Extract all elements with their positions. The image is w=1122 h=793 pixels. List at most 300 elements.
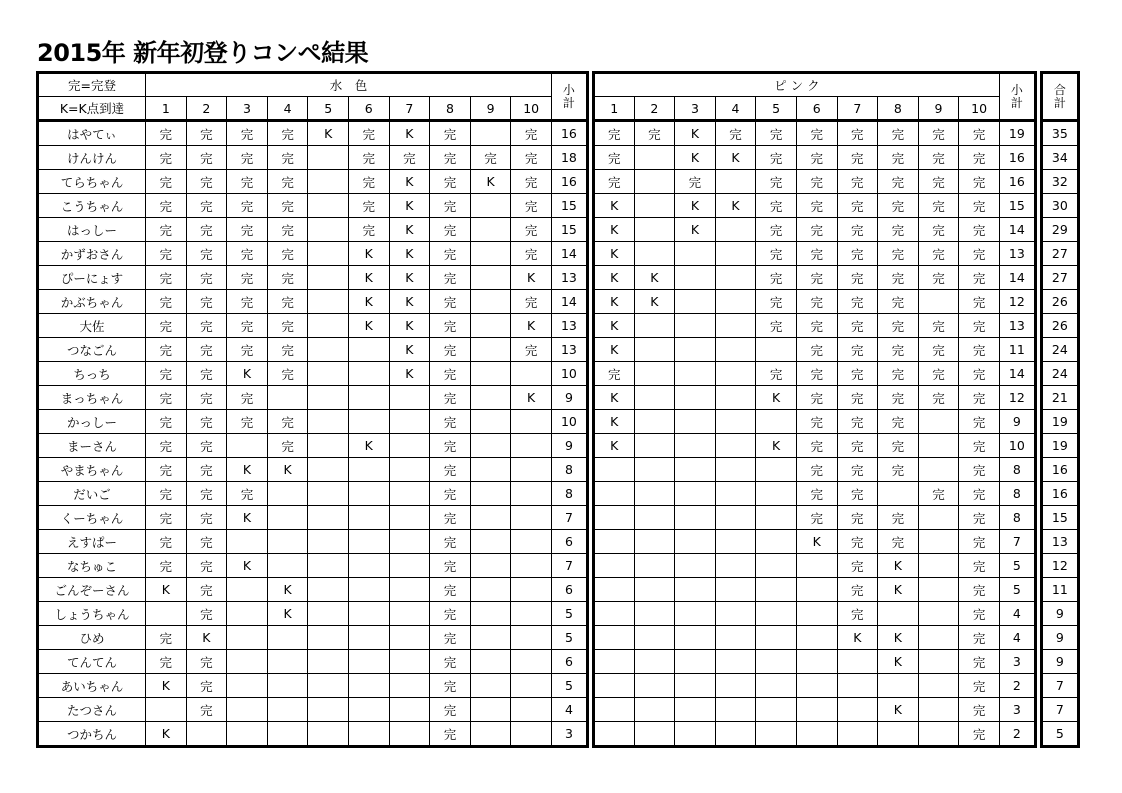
result-cell-pink <box>634 530 675 554</box>
result-cell-mizu <box>511 410 552 434</box>
result-cell-mizu <box>308 554 349 578</box>
result-cell-mizu <box>511 458 552 482</box>
result-cell-mizu: 完 <box>146 290 187 314</box>
result-cell-pink: 完 <box>878 121 919 146</box>
result-cell-mizu <box>470 434 511 458</box>
table-row <box>38 410 1079 434</box>
table-row <box>38 722 1079 747</box>
result-cell-pink: 完 <box>593 146 634 170</box>
result-cell-mizu: 完 <box>146 314 187 338</box>
result-cell-mizu <box>470 602 511 626</box>
result-cell-mizu <box>348 506 389 530</box>
result-cell-mizu <box>511 578 552 602</box>
result-cell-mizu <box>267 482 308 506</box>
route-number-mizu: 10 <box>511 97 552 121</box>
total-score: 5 <box>1041 722 1078 747</box>
result-cell-mizu: 完 <box>430 674 471 698</box>
route-number-mizu: 6 <box>348 97 389 121</box>
result-cell-mizu: K <box>267 578 308 602</box>
result-cell-pink: K <box>593 338 634 362</box>
result-cell-mizu: 完 <box>430 458 471 482</box>
result-cell-pink <box>756 410 797 434</box>
result-cell-mizu <box>227 698 268 722</box>
table-row <box>38 506 1079 530</box>
subtotal-mizu: 7 <box>551 506 587 530</box>
result-cell-pink: 完 <box>837 362 878 386</box>
result-cell-mizu: 完 <box>267 338 308 362</box>
result-cell-mizu: 完 <box>511 170 552 194</box>
result-cell-pink: 完 <box>878 338 919 362</box>
result-cell-pink: 完 <box>837 386 878 410</box>
climber-name: まーさん <box>38 434 146 458</box>
result-cell-pink <box>634 410 675 434</box>
result-cell-mizu <box>470 698 511 722</box>
result-cell-mizu: 完 <box>186 410 227 434</box>
result-cell-pink: 完 <box>878 170 919 194</box>
result-cell-mizu: 完 <box>186 170 227 194</box>
result-cell-mizu: 完 <box>430 554 471 578</box>
result-cell-mizu: 完 <box>267 146 308 170</box>
subtotal-mizu: 6 <box>551 530 587 554</box>
result-cell-mizu: 完 <box>511 242 552 266</box>
result-cell-pink: K <box>878 650 919 674</box>
result-cell-pink: 完 <box>837 194 878 218</box>
result-cell-mizu: 完 <box>227 410 268 434</box>
result-cell-mizu <box>308 386 349 410</box>
result-cell-pink: 完 <box>796 482 837 506</box>
total-score: 15 <box>1041 506 1078 530</box>
result-cell-pink: 完 <box>796 170 837 194</box>
climber-name: ぴーにょす <box>38 266 146 290</box>
result-cell-pink <box>675 578 716 602</box>
result-cell-pink <box>796 554 837 578</box>
result-cell-pink <box>715 722 756 747</box>
result-cell-mizu: K <box>389 242 430 266</box>
result-cell-pink: 完 <box>878 314 919 338</box>
result-cell-mizu <box>348 722 389 747</box>
result-cell-mizu <box>511 674 552 698</box>
subtotal-pink: 13 <box>999 242 1035 266</box>
result-cell-mizu <box>308 314 349 338</box>
result-cell-mizu <box>511 506 552 530</box>
result-cell-pink: 完 <box>959 146 1000 170</box>
total-score: 21 <box>1041 386 1078 410</box>
total-score: 27 <box>1041 266 1078 290</box>
result-cell-mizu <box>389 530 430 554</box>
result-cell-mizu: 完 <box>186 530 227 554</box>
result-cell-mizu: 完 <box>267 266 308 290</box>
result-cell-mizu <box>389 626 430 650</box>
result-cell-mizu: K <box>227 362 268 386</box>
result-cell-mizu <box>511 698 552 722</box>
result-cell-mizu <box>470 338 511 362</box>
subtotal-mizu: 5 <box>551 674 587 698</box>
table-row <box>38 674 1079 698</box>
result-cell-mizu: 完 <box>186 146 227 170</box>
result-cell-mizu <box>389 506 430 530</box>
result-cell-pink <box>715 530 756 554</box>
subtotal-pink: 13 <box>999 314 1035 338</box>
result-cell-mizu: 完 <box>430 146 471 170</box>
result-cell-mizu <box>511 626 552 650</box>
result-cell-mizu: 完 <box>186 554 227 578</box>
result-cell-pink: 完 <box>878 530 919 554</box>
result-cell-pink: 完 <box>796 506 837 530</box>
climber-name: くーちゃん <box>38 506 146 530</box>
subtotal-mizu: 3 <box>551 722 587 747</box>
result-cell-mizu: K <box>511 266 552 290</box>
result-cell-pink <box>675 458 716 482</box>
result-cell-pink: 完 <box>837 290 878 314</box>
result-cell-mizu: 完 <box>430 602 471 626</box>
result-cell-pink <box>756 602 797 626</box>
result-cell-pink: 完 <box>715 121 756 146</box>
result-cell-pink: K <box>675 146 716 170</box>
result-cell-pink <box>675 530 716 554</box>
total-score: 30 <box>1041 194 1078 218</box>
total-score: 16 <box>1041 458 1078 482</box>
route-number-pink: 6 <box>796 97 837 121</box>
result-cell-pink <box>918 410 959 434</box>
result-cell-pink <box>593 698 634 722</box>
result-cell-mizu: 完 <box>511 338 552 362</box>
result-cell-mizu: 完 <box>430 218 471 242</box>
result-cell-mizu <box>348 458 389 482</box>
result-cell-mizu: 完 <box>430 434 471 458</box>
result-cell-mizu: 完 <box>186 218 227 242</box>
result-cell-mizu: 完 <box>430 362 471 386</box>
result-cell-pink: 完 <box>959 650 1000 674</box>
result-cell-mizu <box>348 530 389 554</box>
result-cell-pink <box>756 674 797 698</box>
result-cell-pink: K <box>593 290 634 314</box>
result-cell-mizu: 完 <box>470 146 511 170</box>
result-cell-pink <box>837 674 878 698</box>
total-score: 13 <box>1041 530 1078 554</box>
result-cell-mizu: 完 <box>511 194 552 218</box>
subtotal-pink: 14 <box>999 362 1035 386</box>
climber-name: かぶちゃん <box>38 290 146 314</box>
result-cell-mizu: K <box>389 266 430 290</box>
result-cell-mizu: 完 <box>227 146 268 170</box>
result-cell-pink <box>634 218 675 242</box>
total-score: 26 <box>1041 314 1078 338</box>
result-cell-mizu: 完 <box>511 146 552 170</box>
result-cell-pink <box>756 698 797 722</box>
result-cell-pink: 完 <box>959 121 1000 146</box>
result-cell-pink <box>756 506 797 530</box>
result-cell-mizu <box>511 530 552 554</box>
result-cell-pink: 完 <box>878 386 919 410</box>
climber-name: なちゅこ <box>38 554 146 578</box>
result-cell-mizu <box>348 698 389 722</box>
subtotal-pink: 2 <box>999 722 1035 747</box>
total-score: 26 <box>1041 290 1078 314</box>
subtotal-mizu: 9 <box>551 386 587 410</box>
result-cell-pink: 完 <box>756 362 797 386</box>
result-cell-pink: 完 <box>959 506 1000 530</box>
result-cell-pink <box>675 506 716 530</box>
result-cell-pink <box>675 338 716 362</box>
result-cell-pink <box>878 482 919 506</box>
result-cell-mizu: 完 <box>430 482 471 506</box>
subtotal-pink: 16 <box>999 170 1035 194</box>
result-cell-pink <box>593 650 634 674</box>
result-cell-mizu <box>470 386 511 410</box>
result-cell-mizu <box>267 650 308 674</box>
total-score: 16 <box>1041 482 1078 506</box>
result-cell-mizu <box>267 554 308 578</box>
result-cell-mizu <box>308 650 349 674</box>
result-cell-mizu: 完 <box>267 218 308 242</box>
result-cell-pink <box>634 626 675 650</box>
result-cell-mizu: 完 <box>146 458 187 482</box>
subtotal-mizu: 6 <box>551 650 587 674</box>
result-cell-pink <box>715 626 756 650</box>
result-cell-mizu <box>348 554 389 578</box>
result-cell-pink <box>634 146 675 170</box>
result-cell-pink <box>593 482 634 506</box>
result-cell-mizu: 完 <box>511 218 552 242</box>
result-cell-mizu: K <box>227 458 268 482</box>
result-cell-mizu <box>227 650 268 674</box>
result-cell-pink <box>796 674 837 698</box>
result-cell-mizu: 完 <box>267 362 308 386</box>
result-cell-mizu: 完 <box>227 290 268 314</box>
result-cell-mizu <box>389 434 430 458</box>
result-cell-pink <box>634 722 675 747</box>
result-cell-mizu: 完 <box>430 530 471 554</box>
subtotal-pink: 10 <box>999 434 1035 458</box>
result-cell-pink <box>675 410 716 434</box>
result-cell-pink <box>796 722 837 747</box>
subtotal-pink: 12 <box>999 386 1035 410</box>
result-cell-mizu <box>267 386 308 410</box>
legend-kpoint: K=K点到達 <box>38 97 146 121</box>
result-cell-mizu <box>511 362 552 386</box>
result-cell-pink: K <box>878 554 919 578</box>
result-cell-pink: 完 <box>837 242 878 266</box>
result-cell-pink <box>715 242 756 266</box>
result-cell-mizu <box>308 218 349 242</box>
subtotal-pink: 11 <box>999 338 1035 362</box>
result-cell-pink: 完 <box>756 146 797 170</box>
result-cell-pink: 完 <box>918 482 959 506</box>
result-cell-pink: 完 <box>593 362 634 386</box>
climber-name: ちっち <box>38 362 146 386</box>
subtotal-mizu: 14 <box>551 242 587 266</box>
subtotal-pink: 14 <box>999 266 1035 290</box>
result-cell-mizu: 完 <box>227 242 268 266</box>
result-cell-mizu: 完 <box>430 338 471 362</box>
result-cell-pink <box>756 458 797 482</box>
result-cell-pink: 完 <box>878 266 919 290</box>
subtotal-mizu: 15 <box>551 194 587 218</box>
result-cell-mizu: 完 <box>430 410 471 434</box>
result-cell-mizu: 完 <box>267 410 308 434</box>
result-cell-mizu: 完 <box>267 194 308 218</box>
result-cell-pink <box>634 434 675 458</box>
result-cell-mizu: 完 <box>186 194 227 218</box>
result-cell-pink <box>756 530 797 554</box>
result-cell-pink <box>675 242 716 266</box>
total-score: 7 <box>1041 674 1078 698</box>
subtotal-pink: 8 <box>999 482 1035 506</box>
result-cell-pink <box>837 650 878 674</box>
result-cell-pink <box>796 698 837 722</box>
result-cell-mizu <box>470 194 511 218</box>
result-cell-mizu <box>267 530 308 554</box>
route-number-pink: 8 <box>878 97 919 121</box>
result-cell-pink <box>756 578 797 602</box>
total-score: 35 <box>1041 121 1078 146</box>
result-cell-pink <box>796 602 837 626</box>
result-cell-pink <box>675 674 716 698</box>
result-cell-pink: 完 <box>878 218 919 242</box>
result-cell-mizu <box>470 242 511 266</box>
result-cell-pink: 完 <box>918 266 959 290</box>
result-cell-pink <box>634 242 675 266</box>
result-cell-mizu <box>348 362 389 386</box>
total-score: 9 <box>1041 602 1078 626</box>
result-cell-pink: 完 <box>756 266 797 290</box>
result-cell-mizu: K <box>389 218 430 242</box>
result-cell-mizu <box>389 698 430 722</box>
result-cell-mizu <box>389 578 430 602</box>
result-cell-pink: 完 <box>837 170 878 194</box>
result-cell-mizu: 完 <box>227 386 268 410</box>
climber-name: ひめ <box>38 626 146 650</box>
result-cell-mizu <box>348 482 389 506</box>
result-cell-mizu: 完 <box>227 266 268 290</box>
result-cell-mizu: 完 <box>430 386 471 410</box>
result-cell-mizu <box>308 266 349 290</box>
result-cell-pink <box>918 626 959 650</box>
result-cell-pink: 完 <box>959 314 1000 338</box>
group-header-mizu: 水 色 <box>146 73 552 97</box>
result-cell-mizu: 完 <box>430 242 471 266</box>
route-number-mizu: 9 <box>470 97 511 121</box>
result-cell-pink: 完 <box>878 194 919 218</box>
result-cell-pink: 完 <box>959 482 1000 506</box>
result-cell-mizu: K <box>389 290 430 314</box>
result-cell-mizu: 完 <box>146 242 187 266</box>
result-cell-pink: 完 <box>959 602 1000 626</box>
result-cell-pink <box>918 698 959 722</box>
result-cell-mizu <box>348 626 389 650</box>
result-cell-pink <box>634 578 675 602</box>
result-cell-pink <box>593 722 634 747</box>
result-cell-mizu <box>267 626 308 650</box>
result-cell-pink: K <box>675 194 716 218</box>
result-cell-mizu: 完 <box>186 482 227 506</box>
result-cell-pink <box>715 362 756 386</box>
climber-name: かずおさん <box>38 242 146 266</box>
result-cell-mizu <box>308 242 349 266</box>
result-cell-pink: K <box>593 242 634 266</box>
subtotal-mizu: 5 <box>551 602 587 626</box>
result-cell-mizu <box>267 698 308 722</box>
result-cell-pink <box>675 626 716 650</box>
result-cell-mizu: K <box>146 578 187 602</box>
result-cell-mizu <box>308 578 349 602</box>
result-cell-mizu: 完 <box>146 170 187 194</box>
result-cell-mizu: K <box>146 674 187 698</box>
result-cell-pink <box>918 722 959 747</box>
total-score: 32 <box>1041 170 1078 194</box>
result-cell-pink: 完 <box>918 338 959 362</box>
result-cell-pink <box>715 578 756 602</box>
result-cell-mizu <box>470 674 511 698</box>
result-cell-pink: 完 <box>918 121 959 146</box>
result-cell-mizu <box>389 554 430 578</box>
subtotal-pink: 4 <box>999 626 1035 650</box>
result-cell-pink <box>593 458 634 482</box>
result-cell-mizu <box>348 650 389 674</box>
result-cell-mizu: 完 <box>146 554 187 578</box>
result-cell-pink <box>593 674 634 698</box>
result-cell-mizu <box>308 338 349 362</box>
result-cell-mizu <box>308 482 349 506</box>
result-cell-pink: 完 <box>959 242 1000 266</box>
result-cell-mizu: 完 <box>348 218 389 242</box>
result-cell-pink: K <box>715 194 756 218</box>
result-cell-pink <box>634 698 675 722</box>
result-cell-pink: 完 <box>918 386 959 410</box>
table-row <box>38 530 1079 554</box>
result-cell-mizu: 完 <box>146 506 187 530</box>
subtotal-mizu: 13 <box>551 338 587 362</box>
result-cell-mizu: 完 <box>227 314 268 338</box>
result-cell-mizu <box>227 530 268 554</box>
table-row <box>38 434 1079 458</box>
result-cell-pink: 完 <box>959 530 1000 554</box>
result-cell-pink <box>675 314 716 338</box>
result-cell-pink: 完 <box>837 146 878 170</box>
result-cell-pink: 完 <box>878 506 919 530</box>
climber-name: てらちゃん <box>38 170 146 194</box>
result-cell-pink <box>715 650 756 674</box>
result-cell-mizu: 完 <box>348 170 389 194</box>
result-cell-mizu <box>308 674 349 698</box>
result-cell-mizu: 完 <box>186 674 227 698</box>
subtotal-pink: 16 <box>999 146 1035 170</box>
subtotal-pink: 8 <box>999 506 1035 530</box>
result-cell-mizu: 完 <box>348 121 389 146</box>
result-cell-pink: 完 <box>796 458 837 482</box>
result-cell-pink: K <box>878 578 919 602</box>
result-cell-mizu <box>146 602 187 626</box>
result-cell-mizu <box>470 626 511 650</box>
result-cell-mizu: K <box>389 121 430 146</box>
result-cell-pink <box>715 410 756 434</box>
subtotal-mizu: 18 <box>551 146 587 170</box>
result-cell-pink <box>634 554 675 578</box>
result-cell-pink: 完 <box>959 698 1000 722</box>
subtotal-mizu: 7 <box>551 554 587 578</box>
result-cell-pink <box>715 554 756 578</box>
result-cell-pink <box>593 578 634 602</box>
result-cell-pink: 完 <box>756 121 797 146</box>
result-cell-pink: 完 <box>796 194 837 218</box>
result-cell-mizu: 完 <box>430 194 471 218</box>
result-cell-mizu: 完 <box>146 386 187 410</box>
group-header-pink: ピ ン ク <box>593 73 999 97</box>
result-cell-pink: K <box>756 434 797 458</box>
route-number-pink: 7 <box>837 97 878 121</box>
table-row <box>38 290 1079 314</box>
result-cell-mizu <box>308 170 349 194</box>
